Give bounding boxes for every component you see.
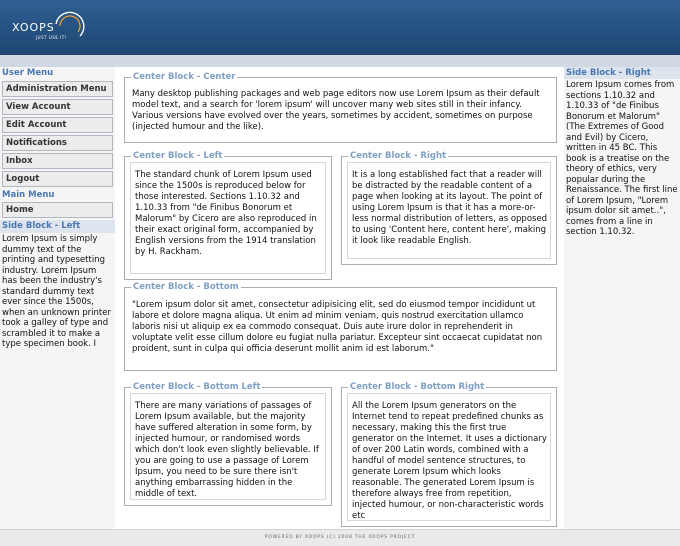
menu-item-edit-account[interactable]: Edit Account <box>2 117 113 133</box>
center-block-bottom-text: "Lorem ipsum dolor sit amet, consectetur adipisicing elit, sed do eiusmod tempor incididunt ut labore et dolore magna aliqua. Ut enim ad minim veniam, quis nostrud exercitation ullamco laboris nisi ut aliquip ex ea commodo consequat. Duis aute irure dolor in reprehenderit in voluptate velit esse cillum dolore eu fugiat nulla pariatur. Excepteur sint occaecat cupidatat non proident, sunt in culpa qui officia deserunt mollit anim id est laborum." <box>132 300 543 354</box>
logo-name: XOOPS <box>12 21 55 34</box>
center-block-bottom-title: Center Block - Bottom <box>133 282 239 292</box>
center-block-left-title: Center Block - Left <box>133 151 223 161</box>
center-block-right <box>341 151 557 265</box>
center-block-bottom-right-text: All the Lorem Ipsum generators on the Internet tend to repeat predefined chunks as necessary, making this the first true generator on the Internet. It uses a dictionary of over 200 Latin words, combined with a handful of model sentence structures, to generate Lorem Ipsum which looks reasonable. The generated Lorem Ipsum is therefore always free from repetition, injected humour, or non-characteristic words etc <box>352 401 547 521</box>
center-block-right-title: Center Block - Right <box>350 151 447 161</box>
side-block-left-text: Lorem Ipsum is simply dummy text of the printing and typesetting industry. Lorem Ipsum has been the industry's standard dummy text ever since the 1500s, when an unknown printer took a galley of type and scrambled it to make a type specimen book. I <box>2 234 111 349</box>
center-block-bottom-left-text: There are many variations of passages of Lorem Ipsum available, but the majority have suffered alteration in some form, by injected humour, or randomised words which don't look even slightly believable. If you are going to use a passage of Lorem Ipsum, you need to be sure there isn't anything embarrassing hidden in the middle of text. <box>135 401 319 499</box>
center-block-bottom-left <box>124 382 332 506</box>
center-block-bottom-left-title: Center Block - Bottom Left <box>133 382 261 392</box>
site-header <box>0 0 680 55</box>
center-block-center-text: Many desktop publishing packages and web page editors now use Lorem Ipsum as their default model text, and a search for 'lorem ipsum' will uncover many web sites still in their infancy. Various versions have evolved over the years, sometimes by accident, sometimes on purpose (injected humour and the like). <box>132 89 540 132</box>
center-block-center <box>124 72 557 143</box>
menu-item-administration[interactable]: Administration Menu <box>2 81 113 97</box>
user-menu <box>2 81 113 187</box>
side-block-right-text: Lorem Ipsum comes from sections 1.10.32 and 1.10.33 of "de Finibus Bonorum et Malorum" (The Extremes of Good and Evil) by Cicero, written in 45 BC. This book is a treatise on the theory of ethics, very popular during the Renaissance. The first line of Lorem Ipsum, "Lorem ipsum dolor sit amet..", comes from a line in section 1.10.32. <box>566 80 678 237</box>
side-block-right-title: Side Block - Right <box>564 67 680 79</box>
main-menu <box>2 202 113 218</box>
center-block-center-title: Center Block - Center <box>133 72 236 82</box>
xoops-logo[interactable] <box>10 10 86 42</box>
center-block-bottom-right <box>341 382 557 527</box>
center-block-left-text: The standard chunk of Lorem Ipsum used since the 1500s is reproduced below for those interested. Sections 1.10.32 and 1.10.33 from "de Finibus Bonorum et Malorum" by Cicero are also reproduced in their exact original form, accompanied by English versions from the 1914 translation by H. Rackham. <box>135 170 317 257</box>
footer-text: POWERED BY XOOPS (C) 2008 THE XOOPS PROJECT <box>264 535 416 540</box>
menu-item-inbox[interactable]: Inbox <box>2 153 113 169</box>
left-column <box>0 67 115 529</box>
side-block-left-title: Side Block - Left <box>0 220 115 233</box>
menu-item-notifications[interactable]: Notifications <box>2 135 113 151</box>
center-block-bottom-right-title: Center Block - Bottom Right <box>350 382 485 392</box>
center-block-bottom <box>124 282 557 371</box>
menu-item-logout[interactable]: Logout <box>2 171 113 187</box>
center-column <box>115 67 564 529</box>
center-block-right-text: It is a long established fact that a reader will be distracted by the readable content of a page when looking at its layout. The point of using Lorem Ipsum is that it has a more-or-less normal distribution of letters, as opposed to using 'Content here, content here', making it look like readable English. <box>352 170 548 246</box>
center-block-left <box>124 151 332 280</box>
user-menu-title: User Menu <box>2 68 54 78</box>
menu-item-view-account[interactable]: View Account <box>2 99 113 115</box>
logo-tagline: JUST USE IT! <box>36 35 67 40</box>
site-footer <box>0 529 680 546</box>
header-strip <box>0 55 680 67</box>
right-column <box>564 67 680 529</box>
main-menu-title: Main Menu <box>2 190 55 200</box>
menu-item-home[interactable]: Home <box>2 202 113 218</box>
